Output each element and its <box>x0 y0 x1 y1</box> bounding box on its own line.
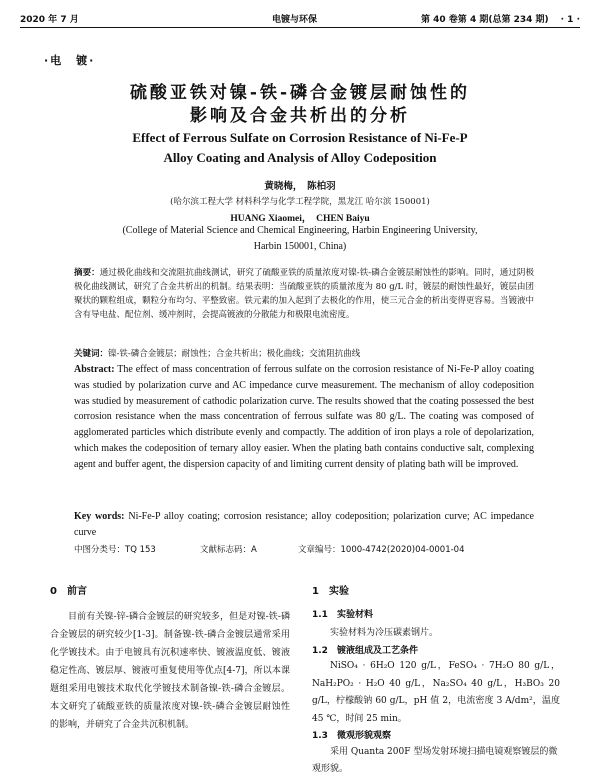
authors-en: HUANG Xiaomei， CHEN Baiyu <box>230 214 370 224</box>
affiliation-en-line-2: Harbin 150001, China) <box>253 241 347 252</box>
page-header <box>20 10 580 28</box>
morphology-text: 采用 Quanta 200F 型场发射环境扫描电镜观察镀层的微观形貌。 <box>312 747 558 774</box>
page-number: · 1 · <box>560 15 580 25</box>
materials-text: 实验材料为冷压碳素钢片。 <box>330 628 439 638</box>
morphology-heading: 1.3 微观形貌观察 <box>312 731 391 741</box>
affiliation-cn: (哈尔滨工程大学 材料科学与化学工程学院，黑龙江 哈尔滨 150001) <box>170 197 430 207</box>
keywords-cn <box>74 347 534 361</box>
title-en-line-1: Effect of Ferrous Sulfate on Corrosion Resistance of Ni-Fe-P <box>132 130 468 145</box>
materials-heading: 1.1 实验材料 <box>312 610 373 620</box>
bath-heading: 1.2 镀液组成及工艺条件 <box>312 646 418 656</box>
clc-number: 中图分类号：TQ 153 <box>74 545 156 555</box>
issue-number: 第 40 卷第 4 期(总第 234 期) <box>421 15 549 25</box>
title-en-line-2: Alloy Coating and Analysis of Alloy Codeposition <box>163 150 437 165</box>
abstract-en <box>74 362 534 473</box>
section-tag: ·电 镀· <box>44 54 96 67</box>
keywords-cn-text: 镍-铁-磷合金镀层；耐蚀性；合金共析出；极化曲线；交流阻抗曲线 <box>108 349 361 359</box>
title-cn-line-2: 影响及合金共析出的分析 <box>190 106 410 126</box>
keywords-en <box>74 509 534 541</box>
abstract-cn-text: 通过极化曲线和交流阻抗曲线测试，研究了硫酸亚铁的质量浓度对镍-铁-磷合金镀层耐蚀性的影响。同时，通过阴极极化曲线测试，研究了合金共析出的机制。结果表明：当硫酸亚铁的质量浓度为 80 g/L 时，镀层的耐蚀性最好，镀层由团聚状的颗粒组成，颗粒分布均匀、平整致密。铁元素的加入起到了去极化的作用，使三元合金的析出变得更容易。当镀液中含有导电盐、配位剂、缓冲剂时，会提高镀液的分散能力和极限电流密度。 <box>74 268 534 320</box>
abstract-cn-label: 摘要： <box>74 268 100 278</box>
issue-and-page <box>421 12 580 25</box>
document-code: 文献标志码：A <box>200 545 257 555</box>
issue-date: 2020 年 7 月 <box>20 15 79 25</box>
keywords-en-label: Key words: <box>74 511 125 522</box>
abstract-en-text: The effect of mass concentration of ferrous sulfate on the corrosion resistance of Ni-Fe-P alloy coating was studied by polarization curve and AC impedance curve measurement. The mechanism of alloy codeposition was studied by measurement of cathodic polarization curve. The results showed that the coating possessed the best corrosion resistance when the mass concentration of ferrous sulfate was 80 g/L. The coating was composed of agglomerated particles which distribute evenly and compactly. The addition of iron plays a role of depolarization, which makes the codeposition of ternary alloy easier. When the plating bath contains conductive salt, complexing agent and buffer agent, the dispersion capacity of and limiting current density of plating bath will be improved. <box>74 364 534 470</box>
keywords-en-text: Ni-Fe-P alloy coating; corrosion resistance; alloy codeposition; polarization curve; AC impedance curve <box>74 511 534 538</box>
header-rule <box>20 27 580 28</box>
abstract-en-label: Abstract: <box>74 364 115 375</box>
journal-name: 电镀与环保 <box>272 15 318 25</box>
title-cn-line-1: 硫酸亚铁对镍-铁-磷合金镀层耐蚀性的 <box>129 83 471 103</box>
article-number: 文章编号：1000-4742(2020)04-0001-04 <box>298 545 465 555</box>
bath-text: NiSO₄ · 6H₂O 120 g/L，FeSO₄ · 7H₂O 80 g/L，NaH₂PO₂ · H₂O 40 g/L，Na₂SO₄ 40 g/L，H₃BO₃ 20 g/L，柠檬酸钠 60 g/L，pH 值 2，电流密度 3 A/dm²，温度 45 ℃，时间 25 min。 <box>312 661 560 724</box>
affiliation-en-line-1: (College of Material Science and Chemical Engineering, Harbin Engineering University, <box>122 225 478 236</box>
keywords-cn-label: 关键词： <box>74 349 109 359</box>
intro-text: 目前有关镍-锌-磷合金镀层的研究较多，但是对镍-铁-磷合金镀层的研究较少[1-3]。制备镍-铁-磷合金镀层通常采用化学镀技术。由于电镀具有沉积速率快、镀液温度低、镀液稳定性高、镀层厚、镀液可重复使用等优点[4-7]，所以本课题组采用电镀技术取代化学镀技术制备镍-铁-磷合金镀层。本文研究了硫酸亚铁的质量浓度对镍-铁-磷合金镀层耐蚀性的影响，并研究了合金共沉积机制。 <box>50 612 290 730</box>
abstract-cn <box>74 266 534 322</box>
experiment-heading: 1 实验 <box>312 586 349 597</box>
intro-heading: 0 前言 <box>50 586 87 597</box>
authors-cn: 黄晓梅， 陈柏羽 <box>264 181 336 192</box>
